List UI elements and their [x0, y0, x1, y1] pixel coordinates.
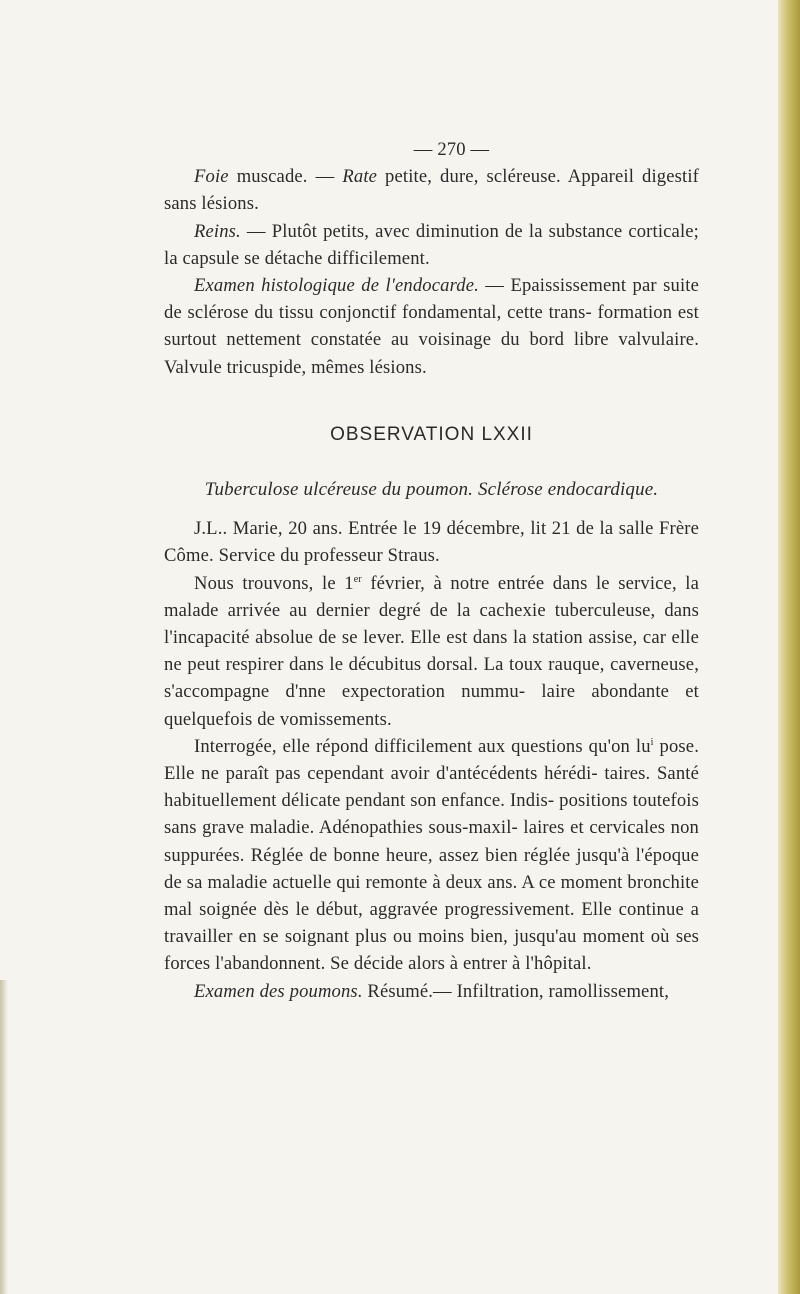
paragraph-text: petite, dure, scléreuse. Appareil digestif sans lésions.: [164, 166, 699, 215]
label-reins: Reins.: [194, 220, 241, 242]
paragraph-foie: [164, 163, 699, 217]
paragraph-examen-poumons: [164, 978, 699, 1005]
paragraph-text: pose. Elle ne paraît pas cependant avoir d'antécédents hérédi- taires. Santé habituellement délicate pendant son enfance. Indis- positions toutefois sans grave maladie. Adénopathies sous-maxil- laires et cervicales non suppurées. Réglée de bonne heure, assez bien réglée jusqu'à l'époque de sa maladie actuelle qui remonte à deux ans. A ce moment bronchite mal soignée dès le début, aggravée progressivement. Elle continue a travailler en se soignant plus ou moins bien, jusqu'au moment où ses forces l'abandonnent. Se décide alors à entrer à l'hôpital.: [164, 735, 699, 975]
label-foie: Foie: [194, 166, 229, 188]
page-edge-left: [0, 980, 8, 1294]
paragraph-text: Interrogée, elle répond difficilement aux questions qu'on lu: [194, 735, 651, 757]
observation-title: OBSERVATION LXXII: [330, 423, 533, 445]
label-rate: Rate: [342, 166, 378, 188]
paragraph-history: [164, 733, 699, 978]
label-examen-poumons: Examen des poumons.: [194, 980, 363, 1002]
page-number: — 270 —: [413, 139, 490, 160]
page-edge-right: [778, 0, 800, 1294]
observation-subtitle: Tuberculose ulcéreuse du poumon. Sclérose endocardique.: [204, 479, 659, 501]
page-text: [164, 136, 699, 1005]
paragraph-text: muscade. —: [228, 166, 343, 188]
label-examen-histologique: Examen histologique de l'endocarde.: [194, 275, 479, 297]
paragraph-admission: [164, 570, 699, 733]
paragraph-text: février, à notre entrée dans le service, la malade arrivée au dernier degré de la cachexie tuberculeuse, dans l'incapacité absolue de se lever. Elle est dans la station assise, car elle ne peut respirer dans le décubitus dorsal. La toux rauque, caverneuse, s'accompagne d'nne expectoration nummu- laire abondante et quelquefois de vomissements.: [164, 572, 699, 730]
paragraph-reins: [164, 218, 699, 272]
paragraph-examen-histologique: [164, 272, 699, 381]
paragraph-text: — Epaississement par suite de sclérose du tissu conjonctif fondamental, cette trans- formation est surtout nettement constatée au voisinage du bord libre valvulaire. Valvule tricuspide, mêmes lésions.: [164, 275, 699, 378]
superscript: i: [650, 736, 654, 748]
paragraph-patient: J.L.. Marie, 20 ans. Entrée le 19 décembre, lit 21 de la salle Frère Côme. Service du professeur Straus.: [164, 518, 699, 567]
paragraph-text: Résumé.— Infiltration, ramollissement,: [362, 980, 670, 1002]
paragraph-text: Nous trouvons, le 1: [194, 572, 354, 594]
superscript: er: [353, 573, 362, 585]
paragraph-text: — Plutôt petits, avec diminution de la substance corticale; la capsule se détache difficilement.: [164, 220, 699, 269]
